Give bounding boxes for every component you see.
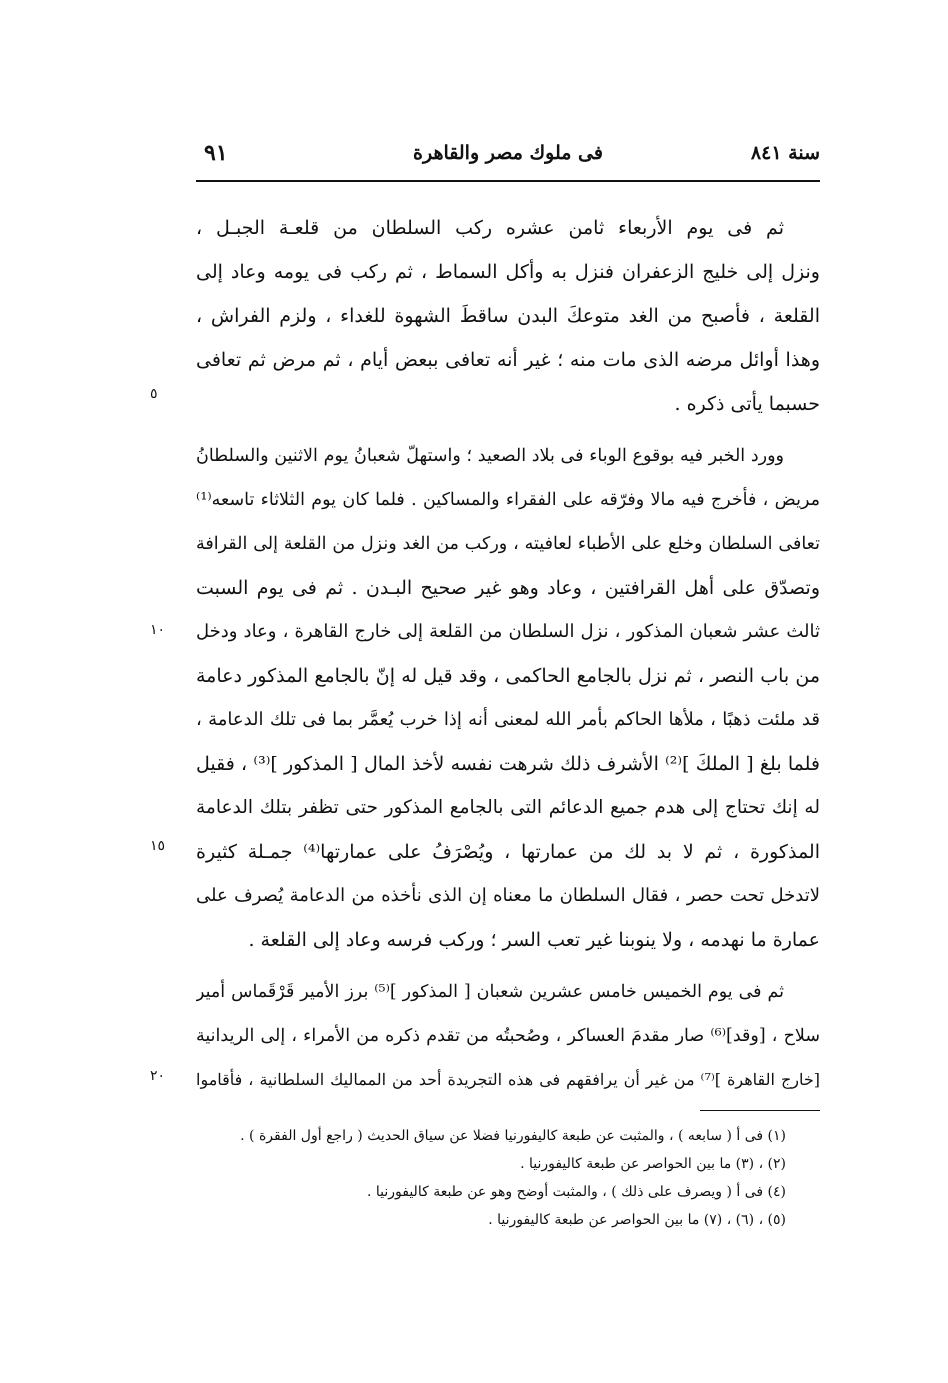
- text-line: وهذا أوائل مرضه الذى مات منه ؛ غير أنه تعافى ببعض أيام ، ثم مرض ثم تعافى: [196, 349, 820, 371]
- running-header: [196, 142, 820, 174]
- text-line: المذكورة ، ثم لا بد لك من عمارتها ، ويُصْرَفُ على عمارتها⁽⁴⁾ جمـلة كثيرة: [196, 841, 820, 863]
- margin-line-number: ٥: [150, 386, 158, 402]
- body-text: [196, 206, 820, 1110]
- footnote: (٢) ، (٣) ما بين الحواصر عن طبعة كاليفورنيا .: [520, 1156, 786, 1172]
- text-line: تعافى السلطان وخلع على الأطباء لعافيته ، وركب من الغد ونزل من القلعة إلى القرافة: [196, 534, 820, 554]
- margin-line-number: ١٥: [150, 838, 166, 854]
- text-line: ثالث عشر شعبان المذكور ، نزل السلطان من القلعة إلى خارج القاهرة ، وعاد ودخل: [196, 621, 820, 642]
- margin-line-number: ٢٠: [150, 1068, 166, 1084]
- text-line: عمارة ما نهدمه ، ولا ينوبنا غير تعب السر ؛ وركب فرسه وعاد إلى القلعة .: [248, 929, 820, 951]
- text-line: ثم فى يوم الخميس خامس عشرين شعبان [ المذكور ]⁽⁵⁾ برز الأمير قَرْقَماس أمير: [196, 982, 784, 1002]
- text-line: ونزل إلى خليج الزعفران فنزل به وأكل السماط ، ثم ركب فى يومه وعاد إلى: [196, 261, 820, 283]
- text-line: فلما بلغ [ الملكَ ]⁽²⁾ الأشرف ذلك شرهت نفسه لأخذ المال [ المذكور ]⁽³⁾ ، فقيل: [196, 753, 820, 775]
- header-rule: [196, 180, 820, 182]
- text-line: مريض ، فأخرج فيه مالا وفرّقه على الفقراء والمساكين . فلما كان يوم الثلاثاء تاسعه⁽¹⁾: [196, 490, 820, 510]
- footnote-rule: [700, 1110, 820, 1111]
- text-line: وتصدّق على أهل القرافتين ، وعاد وهو غير صحيح البـدن . ثم فى يوم السبت: [196, 577, 820, 599]
- text-line: له إنك تحتاج إلى هدم جميع الدعائم التى بالجامع المذكور حتى تظفر بتلك الدعامة: [196, 797, 820, 818]
- text-line: حسبما يأتى ذكره .: [674, 393, 820, 415]
- footnotes: [196, 1122, 786, 1234]
- text-line: من باب النصر ، ثم نزل بالجامع الحاكمى ، وقد قيل له إنّ بالجامع المذكور دعامة: [196, 665, 820, 687]
- footnote: (٤) فى أ ( ويصرف على ذلك ) ، والمثبت أوضح وهو عن طبعة كاليفورنيا .: [366, 1184, 786, 1200]
- header-title: فى ملوك مصر والقاهرة: [413, 142, 603, 164]
- paragraph-3: [196, 970, 820, 1102]
- text-line: قد ملئت ذهبًا ، ملأها الحاكم بأمر الله لمعنى أنه إذا خرب يُعمَّر بما فى تلك الدعامة ،: [196, 709, 820, 730]
- page-number: ٩١: [204, 140, 228, 166]
- paragraph-2: [196, 434, 820, 962]
- text-line: القلعة ، فأصبح من الغد متوعكَ البدن ساقطَ الشهوة للغداء ، ولزم الفراش ،: [196, 305, 820, 327]
- footnote: (١) فى أ ( سابعه ) ، والمثبت عن طبعة كاليفورنيا فضلا عن سياق الحديث ( راجع أول الفقرة ) .: [240, 1128, 786, 1144]
- paragraph-1: [196, 206, 820, 426]
- header-year: سنة ٨٤١: [750, 142, 820, 164]
- text-line: وورد الخبر فيه بوقوع الوباء فى بلاد الصعيد ؛ واستهلّ شعبانُ يوم الاثنين والسلطانُ: [196, 446, 784, 466]
- margin-line-number: ١٠: [150, 622, 166, 638]
- footnote: (٥) ، (٦) ، (٧) ما بين الحواصر عن طبعة كاليفورنيا .: [488, 1212, 786, 1228]
- text-line: [خارج القاهرة ]⁽⁷⁾ من غير أن يرافقهم فى هذه التجريدة أحد من المماليك السلطانية ، فأقاموا: [196, 1070, 820, 1089]
- text-line: ثم فى يوم الأربعاء ثامن عشره ركب السلطان من قلعـة الجبـل ،: [196, 217, 784, 239]
- text-line: لاتدخل تحت حصر ، فقال السلطان ما معناه إن الذى نأخذه من الدعامة يُصرف على: [196, 885, 820, 906]
- text-line: سلاح ، [وقد]⁽⁶⁾ صار مقدمَ العساكر ، وصُحبتُه من تقدم ذكره من الأمراء ، إلى الريدانية: [196, 1026, 820, 1046]
